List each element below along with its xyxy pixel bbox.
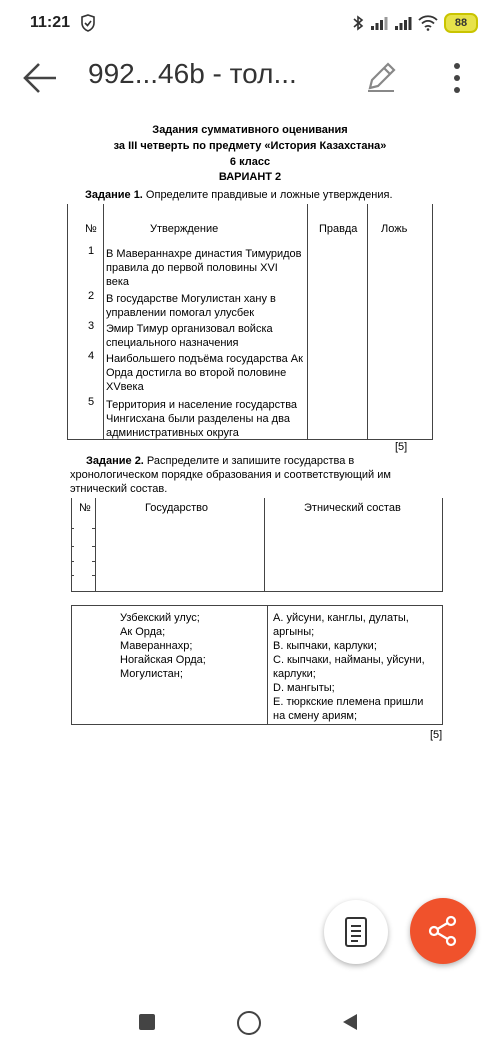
t1-row1-text: В Мавераннахре династия Тимуридов правила до первой половины XVI века xyxy=(106,248,302,288)
edit-pencil-icon[interactable] xyxy=(364,60,398,94)
t1-row4-text: Наибольшего подъёма государства Ак Орда достигла во второй половине XVвека xyxy=(106,353,303,393)
signal-icon xyxy=(370,15,388,31)
task1-label: Задание 1. xyxy=(85,189,143,201)
bluetooth-icon xyxy=(352,14,364,32)
task2-text-line3: этнический состав. xyxy=(70,483,168,495)
states-list: Узбекский улус; Ак Орда; Мавераннахр; Ногайская Орда; Могулистан; xyxy=(120,612,206,680)
back-arrow-icon[interactable] xyxy=(22,61,58,95)
t1-row4-number: 4 xyxy=(88,350,95,362)
back-triangle-icon[interactable] xyxy=(341,1012,359,1032)
doc-header-line3: 6 класс xyxy=(229,156,271,168)
t2-col-ethnic: Этнический состав xyxy=(304,502,401,514)
t1-col-statement: Утверждение xyxy=(150,223,219,235)
t1-row1-number: 1 xyxy=(88,245,95,257)
task1-text: Определите правдивые и ложные утверждения. xyxy=(142,189,393,201)
t1-row3-number: 3 xyxy=(88,320,95,332)
t1-col-true: Правда xyxy=(319,223,358,235)
t2-col-number: № xyxy=(79,502,91,514)
status-time: 11:21 xyxy=(30,14,71,31)
t1-row2-text: В государстве Могулистан хану в управлении помогал улусбек xyxy=(106,293,276,319)
task2-score: [5] xyxy=(430,729,443,741)
share-icon xyxy=(427,915,459,947)
app-bar xyxy=(0,48,500,108)
t1-row3-text: Эмир Тимур организовал войска специального назначения xyxy=(106,323,273,349)
t1-row2-number: 2 xyxy=(88,290,95,302)
task1-heading xyxy=(85,188,393,202)
wifi-icon xyxy=(418,15,438,31)
battery-indicator: 88 xyxy=(444,13,478,33)
t1-row5-text: Территория и население государства Чингисхана были разделены на два административных округа xyxy=(106,399,298,439)
doc-header-line1: Задания суммативного оценивания xyxy=(152,124,348,136)
task1-score: [5] xyxy=(395,441,408,453)
task2-label: Задание 2. xyxy=(86,455,144,467)
navigation-bar xyxy=(0,1000,500,1055)
signal-icon-2 xyxy=(394,15,412,31)
ethnic-list: A. уйсуни, канглы, дулаты, аргыны; B. кыпчаки, карлуки; C. кыпчаки, найманы, уйсуни, карлуки; D. мангыты; E. тюркские племена пришли на смену ариям; xyxy=(273,612,425,722)
reading-mode-button[interactable] xyxy=(324,900,388,964)
t1-row5-number: 5 xyxy=(88,396,95,408)
home-icon[interactable] xyxy=(237,1011,261,1035)
doc-header-line4: ВАРИАНТ 2 xyxy=(218,171,282,183)
task2-heading: Задание 2. Распределите и запишите государства в xyxy=(86,455,355,467)
shield-icon xyxy=(80,14,96,32)
document-title: 992...46b - тол... xyxy=(88,58,297,89)
recent-apps-icon[interactable] xyxy=(139,1014,155,1030)
share-button[interactable] xyxy=(410,898,476,964)
t1-col-number: № xyxy=(85,223,97,235)
document-icon xyxy=(344,916,368,948)
status-bar xyxy=(0,0,500,48)
doc-header-line2: за III четверть по предмету «История Казахстана» xyxy=(113,140,387,152)
task2-text-line2: хронологическом порядке образования и соответствующий им xyxy=(70,469,391,481)
t2-col-state: Государство xyxy=(145,502,209,514)
t1-col-false: Ложь xyxy=(381,223,408,235)
more-options-icon[interactable] xyxy=(445,60,469,96)
